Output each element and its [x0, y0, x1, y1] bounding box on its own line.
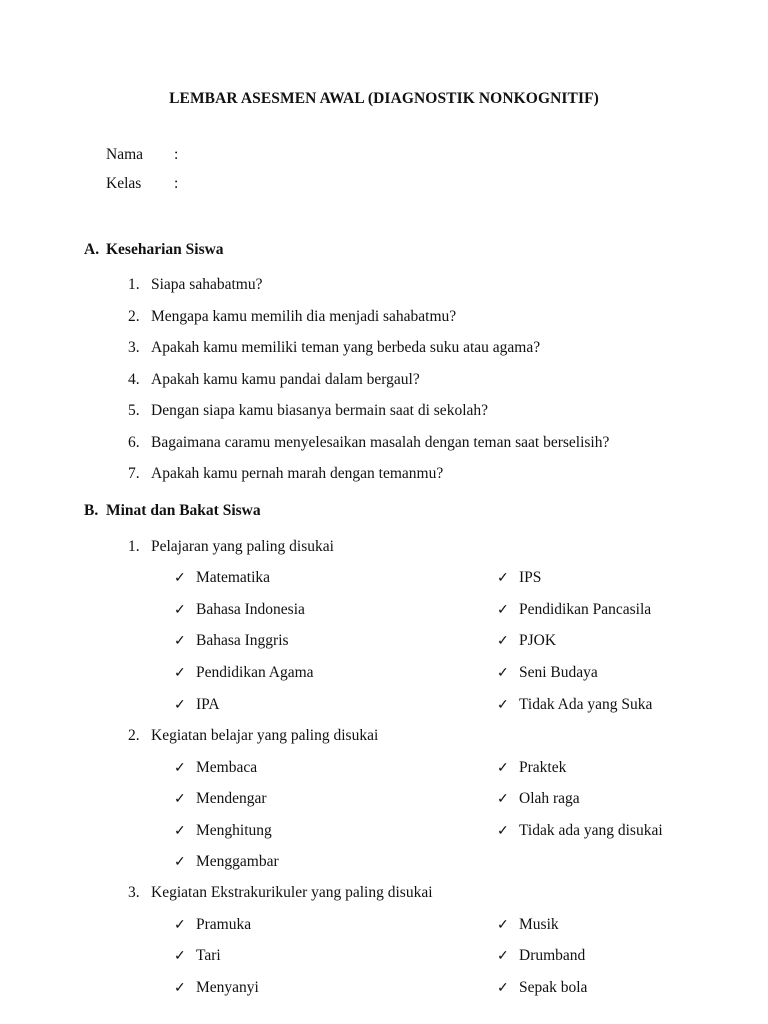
option-label: Matematika: [196, 569, 271, 586]
checkmark-icon: ✓: [497, 981, 509, 996]
checkmark-icon: ✓: [174, 634, 186, 649]
option-label: Sepak bola: [519, 979, 588, 996]
option-label: Mendengar: [196, 790, 267, 807]
option-item: [174, 979, 259, 997]
option-item: [497, 569, 541, 587]
class-colon: :: [174, 175, 179, 192]
question-number: 6.: [128, 434, 140, 451]
checkmark-icon: ✓: [174, 666, 186, 681]
option-item: [174, 759, 257, 777]
option-item: [174, 822, 272, 840]
section-a-heading: [84, 241, 224, 259]
option-label: Pendidikan Pancasila: [519, 601, 652, 618]
name-label: Nama: [106, 146, 144, 163]
section-b-letter: B.: [84, 502, 99, 519]
option-item: [174, 632, 289, 650]
question-a3: [128, 339, 540, 357]
checkmark-icon: ✓: [174, 981, 186, 996]
option-label: Tari: [196, 947, 221, 964]
question-a5: [128, 402, 488, 420]
question-number: 1.: [128, 276, 140, 293]
option-label: IPA: [196, 696, 220, 713]
option-label: IPS: [519, 569, 542, 586]
question-text: Apakah kamu pernah marah dengan temanmu?: [151, 465, 444, 482]
option-item: [174, 569, 270, 587]
option-label: Drumband: [519, 947, 586, 964]
option-label: Menyanyi: [196, 979, 259, 996]
option-label: Membaca: [196, 759, 258, 776]
checkmark-icon: ✓: [174, 949, 186, 964]
question-a6: [128, 434, 609, 452]
checkmark-icon: ✓: [174, 855, 186, 870]
option-label: Tidak ada yang disukai: [519, 822, 663, 839]
option-item: [174, 790, 267, 808]
option-label: PJOK: [519, 632, 557, 649]
option-item: [497, 601, 651, 619]
question-text: Dengan siapa kamu biasanya bermain saat di sekolah?: [151, 402, 489, 419]
question-a4: [128, 371, 420, 389]
option-label: Menggambar: [196, 853, 279, 870]
option-item: [497, 759, 566, 777]
question-text: Pelajaran yang paling disukai: [151, 538, 334, 555]
option-label: Bahasa Indonesia: [196, 601, 305, 618]
checkmark-icon: ✓: [497, 571, 509, 586]
checkmark-icon: ✓: [497, 603, 509, 618]
question-a1: [128, 276, 262, 294]
question-number: 2.: [128, 727, 140, 744]
option-item: [497, 632, 556, 650]
option-label: Olah raga: [519, 790, 580, 807]
question-number: 2.: [128, 308, 140, 325]
section-b-heading: [84, 502, 261, 520]
option-item: [497, 916, 559, 934]
name-colon: :: [174, 146, 179, 163]
option-label: Praktek: [519, 759, 567, 776]
question-b2: [128, 727, 378, 745]
question-text: Kegiatan belajar yang paling disukai: [151, 727, 379, 744]
checkmark-icon: ✓: [497, 792, 509, 807]
question-number: 3.: [128, 884, 140, 901]
option-label: Seni Budaya: [519, 664, 598, 681]
class-field: [106, 175, 178, 193]
question-number: 5.: [128, 402, 140, 419]
checkmark-icon: ✓: [174, 918, 186, 933]
section-a-letter: A.: [84, 241, 100, 258]
question-b1: [128, 538, 334, 556]
checkmark-icon: ✓: [497, 666, 509, 681]
option-item: [497, 664, 598, 682]
option-item: [497, 947, 585, 965]
option-label: Menghitung: [196, 822, 272, 839]
section-a-title: Keseharian Siswa: [106, 241, 224, 258]
question-a2: [128, 308, 456, 326]
question-a7: [128, 465, 443, 483]
section-b-title: Minat dan Bakat Siswa: [106, 502, 261, 519]
question-text: Bagaimana caramu menyelesaikan masalah dengan teman saat berselisih?: [151, 434, 610, 451]
question-text: Kegiatan Ekstrakurikuler yang paling disukai: [151, 884, 433, 901]
option-item: [174, 853, 279, 871]
question-text: Apakah kamu memiliki teman yang berbeda suku atau agama?: [151, 339, 541, 356]
option-label: Pendidikan Agama: [196, 664, 314, 681]
option-item: [174, 696, 220, 714]
class-label: Kelas: [106, 175, 142, 192]
question-number: 1.: [128, 538, 140, 555]
document-title: LEMBAR ASESMEN AWAL (DIAGNOSTIK NONKOGNITIF): [169, 90, 599, 107]
checkmark-icon: ✓: [174, 571, 186, 586]
question-number: 7.: [128, 465, 140, 482]
option-item: [174, 947, 221, 965]
checkmark-icon: ✓: [174, 761, 186, 776]
option-label: Pramuka: [196, 916, 252, 933]
option-item: [174, 601, 305, 619]
option-item: [497, 696, 652, 714]
option-label: Musik: [519, 916, 559, 933]
checkmark-icon: ✓: [174, 603, 186, 618]
option-item: [497, 979, 587, 997]
option-label: Bahasa Inggris: [196, 632, 289, 649]
question-number: 3.: [128, 339, 140, 356]
option-label: Tidak Ada yang Suka: [519, 696, 653, 713]
checkmark-icon: ✓: [497, 949, 509, 964]
checkmark-icon: ✓: [497, 698, 509, 713]
checkmark-icon: ✓: [497, 761, 509, 776]
question-text: Mengapa kamu memilih dia menjadi sahabatmu?: [151, 308, 457, 325]
name-field: [106, 146, 178, 164]
question-text: Siapa sahabatmu?: [151, 276, 263, 293]
option-item: [174, 664, 314, 682]
checkmark-icon: ✓: [497, 634, 509, 649]
question-number: 4.: [128, 371, 140, 388]
option-item: [174, 916, 251, 934]
option-item: [497, 822, 663, 840]
checkmark-icon: ✓: [174, 824, 186, 839]
checkmark-icon: ✓: [174, 698, 186, 713]
question-b3: [128, 884, 433, 902]
question-text: Apakah kamu kamu pandai dalam bergaul?: [151, 371, 420, 388]
checkmark-icon: ✓: [497, 824, 509, 839]
option-item: [497, 790, 580, 808]
checkmark-icon: ✓: [174, 792, 186, 807]
checkmark-icon: ✓: [497, 918, 509, 933]
